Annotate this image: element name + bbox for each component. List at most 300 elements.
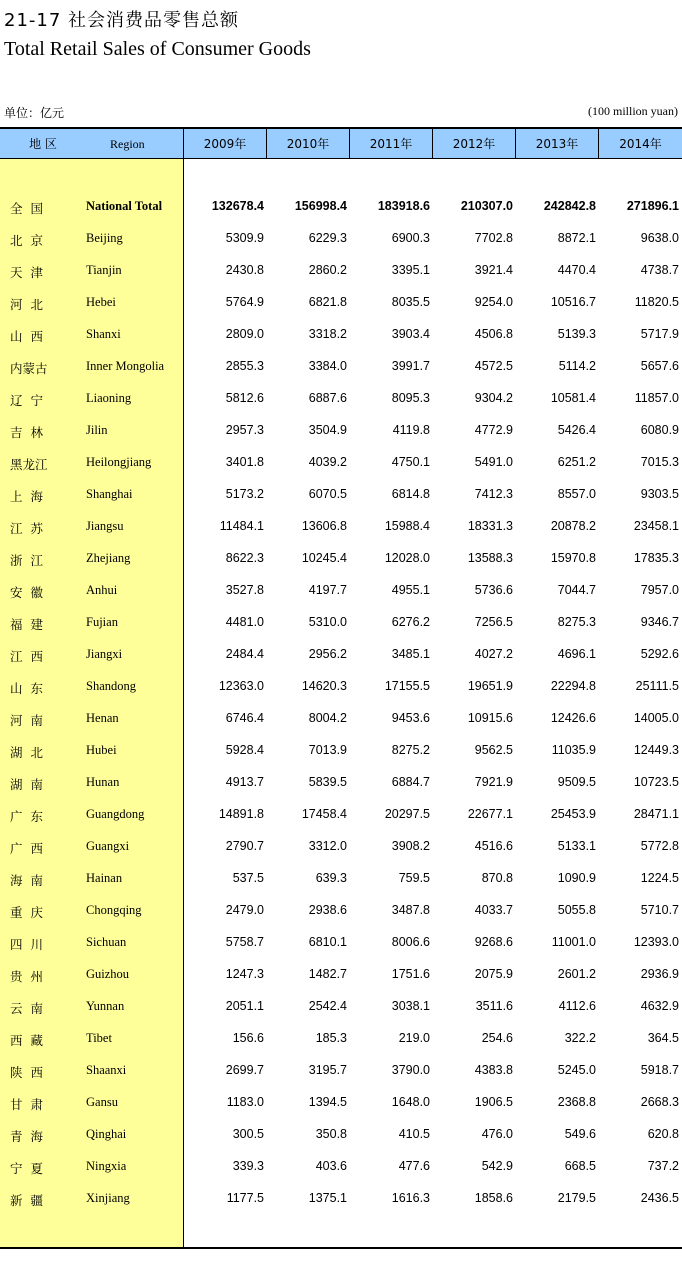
- sales-value-cell: 10516.7: [550, 295, 596, 309]
- sales-value-cell: 5772.8: [640, 839, 679, 853]
- region-name-en: Beijing: [86, 231, 123, 245]
- region-name-cn: 四 川: [10, 937, 43, 952]
- sales-value-cell: 10915.6: [467, 711, 513, 725]
- region-name-cn: 陕 西: [10, 1065, 43, 1080]
- header-region-cn: 地 区: [29, 137, 57, 151]
- sales-value-cell: 4470.4: [557, 263, 596, 277]
- table-row: [0, 1151, 682, 1183]
- sales-value-cell: 10581.4: [550, 391, 596, 405]
- region-name-en: Yunnan: [86, 999, 125, 1013]
- region-name-cn: 海 南: [10, 873, 43, 888]
- sales-value-cell: 4383.8: [474, 1063, 513, 1077]
- sales-value-cell: 410.5: [398, 1127, 430, 1141]
- region-name-cn: 云 南: [10, 1001, 43, 1016]
- sales-value-cell: 3487.8: [391, 903, 430, 917]
- sales-value-cell: 2430.8: [225, 263, 264, 277]
- sales-value-cell: 2436.5: [640, 1191, 679, 1205]
- region-name-cn: 宁 夏: [10, 1161, 43, 1176]
- sales-value-cell: 25111.5: [635, 679, 679, 693]
- sales-value-cell: 28471.1: [633, 807, 679, 821]
- region-name-cn: 新 疆: [10, 1193, 43, 1208]
- table-row: [0, 511, 682, 543]
- header-year-2012: 2012年: [433, 129, 516, 159]
- table-row: [0, 1087, 682, 1119]
- table-row: [0, 1055, 682, 1087]
- region-name-cn: 福 建: [10, 617, 43, 632]
- sales-value-cell: 5812.6: [225, 391, 264, 405]
- table-body: [0, 191, 682, 1215]
- table-bottom-rule: [0, 1247, 682, 1249]
- sales-value-cell: 6900.3: [391, 231, 430, 245]
- sales-value-cell: 23458.1: [633, 519, 679, 533]
- sales-value-cell: 9254.0: [474, 295, 513, 309]
- region-name-cn: 山 西: [10, 329, 43, 344]
- sales-value-cell: 4027.2: [474, 647, 513, 661]
- sales-value-cell: 5657.6: [640, 359, 679, 373]
- region-name-en: Shanxi: [86, 327, 121, 341]
- sales-value-cell: 5055.8: [557, 903, 596, 917]
- sales-value-cell: 14620.3: [301, 679, 347, 693]
- sales-value-cell: 4772.9: [474, 423, 513, 437]
- sales-value-cell: 4696.1: [557, 647, 596, 661]
- sales-value-cell: 4572.5: [474, 359, 513, 373]
- sales-value-cell: 2957.3: [225, 423, 264, 437]
- table-row: [0, 479, 682, 511]
- region-name-en: Qinghai: [86, 1127, 127, 1141]
- sales-value-cell: 7702.8: [474, 231, 513, 245]
- sales-value-cell: 6276.2: [391, 615, 430, 629]
- sales-value-cell: 8004.2: [308, 711, 347, 725]
- sales-value-cell: 5292.6: [640, 647, 679, 661]
- sales-value-cell: 20297.5: [384, 807, 430, 821]
- region-name-en: Shandong: [86, 679, 136, 693]
- sales-value-cell: 10245.4: [301, 551, 347, 565]
- sales-value-cell: 8095.3: [391, 391, 430, 405]
- sales-value-cell: 183918.6: [377, 199, 430, 213]
- region-name-cn: 江 西: [10, 649, 43, 664]
- sales-value-cell: 3504.9: [308, 423, 347, 437]
- sales-value-cell: 7921.9: [474, 775, 513, 789]
- region-name-cn: 甘 肃: [10, 1097, 43, 1112]
- region-name-en: Tianjin: [86, 263, 122, 277]
- sales-value-cell: 9562.5: [474, 743, 513, 757]
- sales-value-cell: 242842.8: [543, 199, 596, 213]
- sales-value-cell: 300.5: [232, 1127, 264, 1141]
- sales-value-cell: 5133.1: [557, 839, 596, 853]
- region-name-cn: 西 藏: [10, 1033, 43, 1048]
- sales-value-cell: 19651.9: [467, 679, 513, 693]
- region-name-en: Hunan: [86, 775, 120, 789]
- sales-value-cell: 8006.6: [391, 935, 430, 949]
- sales-value-cell: 4506.8: [474, 327, 513, 341]
- sales-value-cell: 870.8: [481, 871, 513, 885]
- table-row: [0, 383, 682, 415]
- sales-value-cell: 339.3: [232, 1159, 264, 1173]
- sales-value-cell: 3790.0: [391, 1063, 430, 1077]
- header-year-2010: 2010年: [267, 129, 350, 159]
- sales-value-cell: 2936.9: [640, 967, 679, 981]
- sales-value-cell: 668.5: [564, 1159, 596, 1173]
- sales-value-cell: 11857.0: [634, 391, 679, 405]
- region-name-en: Hubei: [86, 743, 117, 757]
- sales-value-cell: 8557.0: [557, 487, 596, 501]
- sales-value-cell: 22677.1: [467, 807, 513, 821]
- sales-value-cell: 185.3: [315, 1031, 347, 1045]
- sales-value-cell: 4738.7: [640, 263, 679, 277]
- region-name-cn: 湖 北: [10, 745, 43, 760]
- sales-value-cell: 7957.0: [640, 583, 679, 597]
- region-name-cn: 湖 南: [10, 777, 43, 792]
- sales-value-cell: 1247.3: [225, 967, 264, 981]
- sales-value-cell: 3195.7: [308, 1063, 347, 1077]
- sales-value-cell: 6814.8: [391, 487, 430, 501]
- region-name-cn: 贵 州: [10, 969, 43, 984]
- region-name-cn: 安 徽: [10, 585, 43, 600]
- sales-value-cell: 4039.2: [308, 455, 347, 469]
- sales-value-cell: 620.8: [647, 1127, 679, 1141]
- region-name-cn: 天 津: [10, 265, 43, 280]
- sales-value-cell: 156998.4: [294, 199, 347, 213]
- region-name-cn: 上 海: [10, 489, 43, 504]
- header-year-2014: 2014年: [619, 137, 662, 151]
- sales-value-cell: 18331.3: [467, 519, 513, 533]
- sales-value-cell: 5426.4: [557, 423, 596, 437]
- sales-value-cell: 2790.7: [225, 839, 264, 853]
- sales-value-cell: 6080.9: [640, 423, 679, 437]
- sales-value-cell: 1648.0: [391, 1095, 430, 1109]
- sales-value-cell: 2699.7: [225, 1063, 264, 1077]
- sales-value-cell: 542.9: [481, 1159, 513, 1173]
- region-name-en: Ningxia: [86, 1159, 127, 1173]
- sales-value-cell: 4481.0: [225, 615, 264, 629]
- region-name-en: Liaoning: [86, 391, 132, 405]
- sales-value-cell: 4033.7: [474, 903, 513, 917]
- sales-value-cell: 2479.0: [225, 903, 264, 917]
- region-name-en: Heilongjiang: [86, 455, 152, 469]
- sales-value-cell: 3527.8: [225, 583, 264, 597]
- sales-value-cell: 9303.5: [640, 487, 679, 501]
- region-name-en: Jiangxi: [86, 647, 123, 661]
- sales-value-cell: 322.2: [564, 1031, 596, 1045]
- sales-value-cell: 5309.9: [225, 231, 264, 245]
- sales-value-cell: 132678.4: [211, 199, 264, 213]
- sales-value-cell: 537.5: [232, 871, 264, 885]
- region-name-cn: 吉 林: [10, 425, 43, 440]
- sales-value-cell: 5736.6: [474, 583, 513, 597]
- sales-value-cell: 9509.5: [557, 775, 596, 789]
- header-year-2013: 2013年: [516, 129, 599, 159]
- sales-value-cell: 12363.0: [218, 679, 264, 693]
- sales-value-cell: 2075.9: [474, 967, 513, 981]
- sales-value-cell: 4112.6: [558, 999, 596, 1013]
- table-row: [0, 895, 682, 927]
- table-header-row: [0, 127, 682, 159]
- sales-value-cell: 3921.4: [474, 263, 513, 277]
- sales-value-cell: 6887.6: [308, 391, 347, 405]
- region-name-en: Gansu: [86, 1095, 118, 1109]
- table-row: [0, 1119, 682, 1151]
- sales-value-cell: 4516.6: [474, 839, 513, 853]
- sales-value-cell: 9453.6: [391, 711, 430, 725]
- sales-value-cell: 2860.2: [308, 263, 347, 277]
- sales-value-cell: 11484.1: [219, 519, 264, 533]
- sales-value-cell: 3908.2: [391, 839, 430, 853]
- table-row: [0, 447, 682, 479]
- sales-value-cell: 12393.0: [633, 935, 679, 949]
- sales-value-cell: 477.6: [398, 1159, 430, 1173]
- region-name-cn: 辽 宁: [10, 393, 43, 408]
- unit-label-chinese: 单位：亿元: [4, 106, 65, 120]
- sales-value-cell: 14005.0: [633, 711, 679, 725]
- sales-value-cell: 5139.3: [557, 327, 596, 341]
- sales-value-cell: 13588.3: [467, 551, 513, 565]
- sales-value-cell: 5764.9: [225, 295, 264, 309]
- table-row: [0, 831, 682, 863]
- sales-value-cell: 3312.0: [308, 839, 347, 853]
- sales-value-cell: 14891.8: [218, 807, 264, 821]
- sales-value-cell: 549.6: [564, 1127, 596, 1141]
- region-name-en: National Total: [86, 199, 163, 213]
- sales-value-cell: 3485.1: [391, 647, 430, 661]
- sales-value-cell: 12426.6: [550, 711, 596, 725]
- sales-value-cell: 350.8: [315, 1127, 347, 1141]
- sales-value-cell: 219.0: [398, 1031, 430, 1045]
- table-row: [0, 863, 682, 895]
- sales-value-cell: 11035.9: [551, 743, 596, 757]
- table-row: [0, 703, 682, 735]
- sales-value-cell: 4955.1: [391, 583, 430, 597]
- region-name-cn: 北 京: [10, 233, 43, 248]
- sales-value-cell: 3038.1: [391, 999, 430, 1013]
- sales-value-cell: 12449.3: [633, 743, 679, 757]
- header-region-en: Region: [86, 129, 184, 159]
- sales-value-cell: 9346.7: [640, 615, 679, 629]
- sales-value-cell: 403.6: [315, 1159, 347, 1173]
- table-row: [0, 927, 682, 959]
- sales-value-cell: 4632.9: [640, 999, 679, 1013]
- table-row: [0, 223, 682, 255]
- sales-value-cell: 254.6: [481, 1031, 513, 1045]
- table-row: [0, 1023, 682, 1055]
- sales-value-cell: 1751.6: [391, 967, 430, 981]
- sales-value-cell: 5710.7: [640, 903, 679, 917]
- sales-value-cell: 9268.6: [474, 935, 513, 949]
- sales-value-cell: 15988.4: [384, 519, 430, 533]
- sales-value-cell: 5918.7: [640, 1063, 679, 1077]
- table-row: [0, 639, 682, 671]
- region-name-cn: 河 北: [10, 297, 43, 312]
- region-name-en: Anhui: [86, 583, 118, 597]
- sales-value-cell: 11820.5: [634, 295, 679, 309]
- sales-value-cell: 3318.2: [308, 327, 347, 341]
- sales-value-cell: 10723.5: [633, 775, 679, 789]
- sales-value-cell: 8872.1: [557, 231, 596, 245]
- table-title-chinese: 21-17 社会消费品零售总额: [4, 10, 240, 31]
- table-row: [0, 415, 682, 447]
- sales-value-cell: 7015.3: [640, 455, 679, 469]
- sales-value-cell: 6810.1: [308, 935, 347, 949]
- sales-value-cell: 17835.3: [633, 551, 679, 565]
- sales-value-cell: 15970.8: [550, 551, 596, 565]
- sales-value-cell: 4119.8: [392, 423, 430, 437]
- table-row: [0, 959, 682, 991]
- table-row: [0, 671, 682, 703]
- sales-value-cell: 2179.5: [557, 1191, 596, 1205]
- region-name-en: Guizhou: [86, 967, 130, 981]
- sales-value-cell: 1482.7: [308, 967, 347, 981]
- sales-value-cell: 1906.5: [474, 1095, 513, 1109]
- table-row: [0, 287, 682, 319]
- sales-value-cell: 1177.5: [226, 1191, 264, 1205]
- region-name-cn: 全 国: [10, 201, 43, 216]
- sales-value-cell: 1183.0: [226, 1095, 264, 1109]
- region-name-cn: 青 海: [10, 1129, 43, 1144]
- region-name-en: Tibet: [86, 1031, 112, 1045]
- region-name-cn: 山 东: [10, 681, 43, 696]
- region-name-cn: 重 庆: [10, 905, 43, 920]
- region-name-en: Shaanxi: [86, 1063, 127, 1077]
- sales-value-cell: 5928.4: [225, 743, 264, 757]
- header-year-2011: 2011年: [350, 129, 433, 159]
- sales-value-cell: 210307.0: [460, 199, 513, 213]
- sales-value-cell: 2809.0: [225, 327, 264, 341]
- sales-value-cell: 17458.4: [301, 807, 347, 821]
- sales-value-cell: 11001.0: [551, 935, 596, 949]
- sales-value-cell: 9638.0: [640, 231, 679, 245]
- sales-value-cell: 7412.3: [474, 487, 513, 501]
- sales-value-cell: 639.3: [315, 871, 347, 885]
- region-name-cn: 江 苏: [10, 521, 43, 536]
- sales-value-cell: 20878.2: [550, 519, 596, 533]
- region-name-en: Xinjiang: [86, 1191, 130, 1205]
- region-name-cn: 黑龙江: [10, 457, 48, 472]
- table-row: [0, 543, 682, 575]
- sales-value-cell: 2051.1: [225, 999, 264, 1013]
- sales-value-cell: 1375.1: [308, 1191, 347, 1205]
- sales-value-cell: 7013.9: [308, 743, 347, 757]
- sales-value-cell: 13606.8: [301, 519, 347, 533]
- region-name-en: Hebei: [86, 295, 116, 309]
- sales-value-cell: 6884.7: [391, 775, 430, 789]
- sales-value-cell: 2668.3: [640, 1095, 679, 1109]
- sales-value-cell: 3991.7: [391, 359, 430, 373]
- sales-value-cell: 6746.4: [225, 711, 264, 725]
- table-row: [0, 351, 682, 383]
- sales-value-cell: 5245.0: [557, 1063, 596, 1077]
- sales-value-cell: 4197.7: [308, 583, 347, 597]
- table-row-total: [0, 191, 682, 223]
- sales-value-cell: 4750.1: [391, 455, 430, 469]
- sales-value-cell: 5839.5: [308, 775, 347, 789]
- table-row: [0, 255, 682, 287]
- sales-value-cell: 6070.5: [308, 487, 347, 501]
- sales-value-cell: 5114.2: [558, 359, 596, 373]
- sales-value-cell: 1394.5: [308, 1095, 347, 1109]
- sales-value-cell: 737.2: [647, 1159, 679, 1173]
- header-year-2009: 2009年: [184, 129, 267, 159]
- table-row: [0, 1183, 682, 1215]
- sales-value-cell: 5758.7: [225, 935, 264, 949]
- sales-value-cell: 7044.7: [557, 583, 596, 597]
- sales-value-cell: 3511.6: [475, 999, 513, 1013]
- region-name-en: Henan: [86, 711, 119, 725]
- region-name-en: Hainan: [86, 871, 123, 885]
- sales-value-cell: 2956.2: [308, 647, 347, 661]
- sales-value-cell: 3903.4: [391, 327, 430, 341]
- sales-value-cell: 12028.0: [384, 551, 430, 565]
- region-name-en: Jiangsu: [86, 519, 124, 533]
- table-row: [0, 735, 682, 767]
- sales-value-cell: 2601.2: [557, 967, 596, 981]
- table-row: [0, 991, 682, 1023]
- region-name-en: Guangxi: [86, 839, 130, 853]
- table-row: [0, 607, 682, 639]
- region-name-cn: 河 南: [10, 713, 43, 728]
- sales-value-cell: 5310.0: [308, 615, 347, 629]
- sales-value-cell: 7256.5: [474, 615, 513, 629]
- sales-value-cell: 364.5: [647, 1031, 679, 1045]
- table-row: [0, 799, 682, 831]
- region-name-en: Shanghai: [86, 487, 133, 501]
- sales-value-cell: 6229.3: [308, 231, 347, 245]
- sales-value-cell: 1090.9: [557, 871, 596, 885]
- region-name-en: Chongqing: [86, 903, 142, 917]
- sales-value-cell: 8622.3: [225, 551, 264, 565]
- sales-value-cell: 8275.2: [391, 743, 430, 757]
- sales-value-cell: 25453.9: [550, 807, 596, 821]
- region-name-en: Guangdong: [86, 807, 145, 821]
- sales-value-cell: 5491.0: [474, 455, 513, 469]
- table-title-english: Total Retail Sales of Consumer Goods: [4, 38, 311, 60]
- sales-value-cell: 4913.7: [225, 775, 264, 789]
- region-name-cn: 内蒙古: [10, 361, 48, 376]
- sales-value-cell: 2855.3: [225, 359, 264, 373]
- sales-value-cell: 9304.2: [474, 391, 513, 405]
- sales-value-cell: 271896.1: [626, 199, 679, 213]
- region-name-en: Inner Mongolia: [86, 359, 165, 373]
- region-name-en: Fujian: [86, 615, 118, 629]
- sales-value-cell: 3401.8: [225, 455, 264, 469]
- region-name-en: Zhejiang: [86, 551, 131, 565]
- table-row: [0, 575, 682, 607]
- unit-label-english: (100 million yuan): [588, 104, 678, 118]
- region-name-en: Sichuan: [86, 935, 127, 949]
- sales-value-cell: 2542.4: [308, 999, 347, 1013]
- retail-sales-table: [0, 127, 682, 1249]
- table-row: [0, 767, 682, 799]
- sales-value-cell: 2484.4: [225, 647, 264, 661]
- sales-value-cell: 759.5: [398, 871, 430, 885]
- sales-value-cell: 476.0: [481, 1127, 513, 1141]
- sales-value-cell: 156.6: [232, 1031, 264, 1045]
- sales-value-cell: 22294.8: [550, 679, 596, 693]
- sales-value-cell: 3395.1: [391, 263, 430, 277]
- region-name-cn: 广 西: [10, 841, 43, 856]
- sales-value-cell: 6251.2: [557, 455, 596, 469]
- sales-value-cell: 8275.3: [557, 615, 596, 629]
- sales-value-cell: 6821.8: [308, 295, 347, 309]
- sales-value-cell: 5717.9: [640, 327, 679, 341]
- sales-value-cell: 1858.6: [474, 1191, 513, 1205]
- sales-value-cell: 2938.6: [308, 903, 347, 917]
- sales-value-cell: 1616.3: [391, 1191, 430, 1205]
- table-row: [0, 319, 682, 351]
- sales-value-cell: 17155.5: [384, 679, 430, 693]
- sales-value-cell: 5173.2: [225, 487, 264, 501]
- sales-value-cell: 3384.0: [308, 359, 347, 373]
- sales-value-cell: 2368.8: [557, 1095, 596, 1109]
- region-name-cn: 浙 江: [10, 553, 43, 568]
